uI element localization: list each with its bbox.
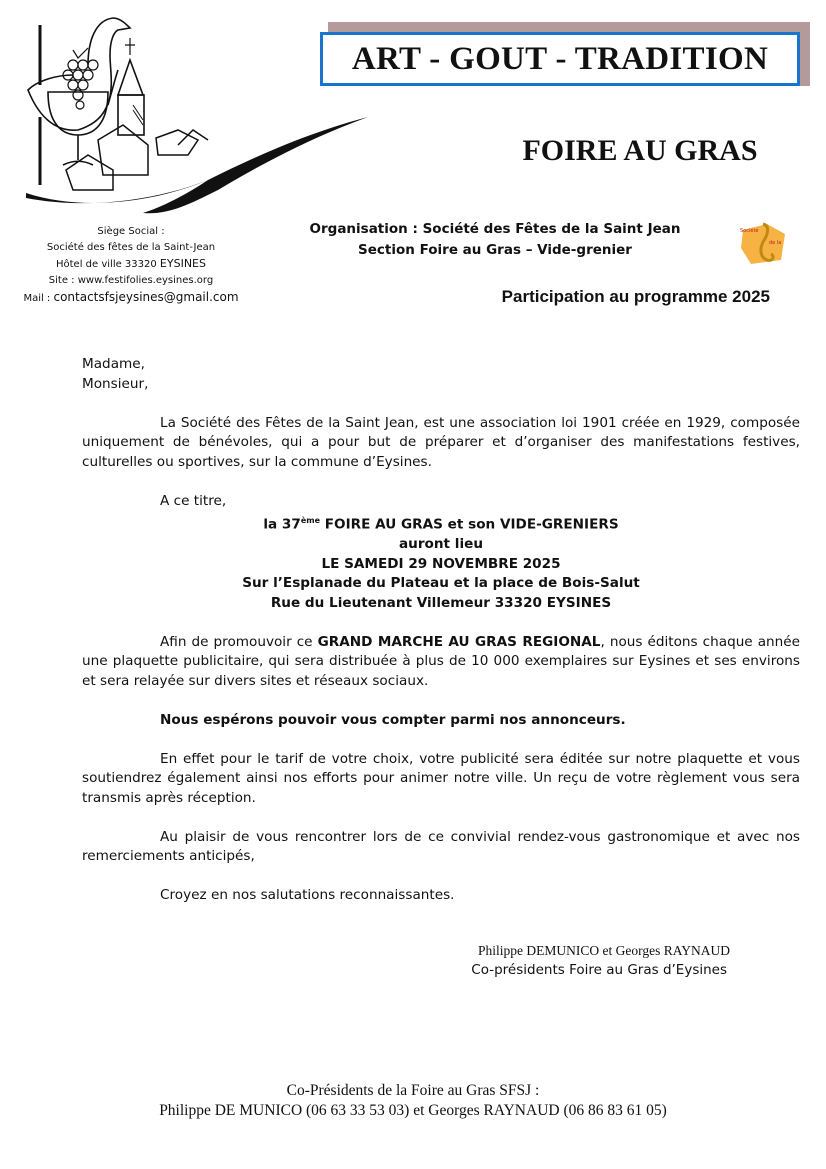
promotion-prefix: Afin de promouvoir ce: [160, 633, 318, 650]
title-box: [320, 32, 800, 86]
address-mail-label: Mail :: [23, 293, 54, 304]
address-site: Site : www.festifolies.eysines.org: [48, 275, 214, 286]
paragraph-plaisir: Au plaisir de vous rencontrer lors de ce convivial rendez-vous gastronomique et avec nos remerciements anticipés,: [82, 828, 800, 865]
organisation-block: [290, 219, 700, 261]
paragraph-intro: La Société des Fêtes de la Saint Jean, est une association loi 1901 créée en 1929, composée uniquement de bénévoles, qui a pour but de préparer et d’organiser des manifestations festives, culturelles ou sportives, sur la commune d’Eysines.: [82, 414, 800, 470]
event-name: FOIRE AU GRAS et son VIDE-GRENIERS: [320, 516, 619, 533]
organisation-line1: Organisation : Société des Fêtes de la Saint Jean: [309, 221, 681, 237]
signature-names: Philippe DEMUNICO et Georges RAYNAUD: [478, 943, 730, 958]
event-line2: auront lieu: [398, 536, 484, 553]
promotion-highlight: GRAND MARCHE AU GRAS REGIONAL: [317, 633, 601, 650]
signature-title: Co-présidents Foire au Gras d’Eysines: [471, 962, 727, 978]
paragraph-promotion: [82, 633, 800, 692]
address-city-prefix: Hôtel de ville 33320: [56, 259, 160, 270]
svg-text:de la: de la: [769, 240, 782, 246]
page-title: ART - GOUT - TRADITION: [351, 40, 769, 77]
event-edition-suffix: ème: [300, 516, 321, 525]
salutation-madame: Madame,: [82, 356, 145, 372]
event-details: [82, 511, 800, 613]
svg-text:Société: Société: [740, 228, 759, 234]
address-label: Siège Social :: [97, 226, 165, 237]
salutation-monsieur: Monsieur,: [82, 375, 149, 392]
footer-line2: Philippe DE MUNICO (06 63 33 53 03) et Georges RAYNAUD (06 86 83 61 05): [159, 1102, 667, 1119]
event-date: LE SAMEDI 29 NOVEMBRE 2025: [321, 555, 561, 572]
subtitle: FOIRE AU GRAS: [522, 134, 758, 167]
saxophone-festival-logo-icon: [737, 220, 789, 268]
promotion-suffix: , nous éditons chaque année une plaquette publicitaire, qui sera distribuée à plus de 10 000 exemplaires sur Eysines et ses environs et sera relayée sur divers sites et réseaux sociaux.: [82, 633, 800, 689]
participation-heading: Participation au programme 2025: [501, 287, 770, 306]
footer-line1: Co-Présidents de la Foire au Gras SFSJ :: [286, 1082, 540, 1099]
footer: [0, 1081, 826, 1121]
paragraph-a-ce-titre: A ce titre,: [160, 492, 227, 509]
organisation-line2: Section Foire au Gras – Vide-grenier: [358, 242, 632, 258]
event-location: Sur l’Esplanade du Plateau et la place de Bois-Salut: [242, 575, 640, 592]
paragraph-tarif: En effet pour le tarif de votre choix, votre publicité sera éditée sur notre plaquette et vous soutiendrez également ainsi nos efforts pour animer notre ville. Un reçu de votre règlement vous sera transmis après réception.: [82, 750, 800, 806]
paragraph-annonceurs: Nous espérons pouvoir vous compter parmi nos annonceurs.: [160, 711, 626, 728]
address-mail: contactsfsjeysines@gmail.com: [53, 290, 239, 304]
paragraph-salutations: Croyez en nos salutations reconnaissantes.: [160, 887, 455, 904]
address-mail-line: [0, 289, 262, 307]
address-org: Société des fêtes de la Saint-Jean: [46, 242, 216, 253]
address-city-line: [0, 256, 262, 273]
event-line1: [82, 511, 800, 535]
event-address: Rue du Lieutenant Villemeur 33320 EYSINES: [270, 594, 612, 611]
address-city: EYSINES: [159, 257, 206, 270]
address-block: [0, 224, 262, 307]
event-edition: la 37: [263, 516, 301, 533]
letter-body: [82, 355, 800, 906]
